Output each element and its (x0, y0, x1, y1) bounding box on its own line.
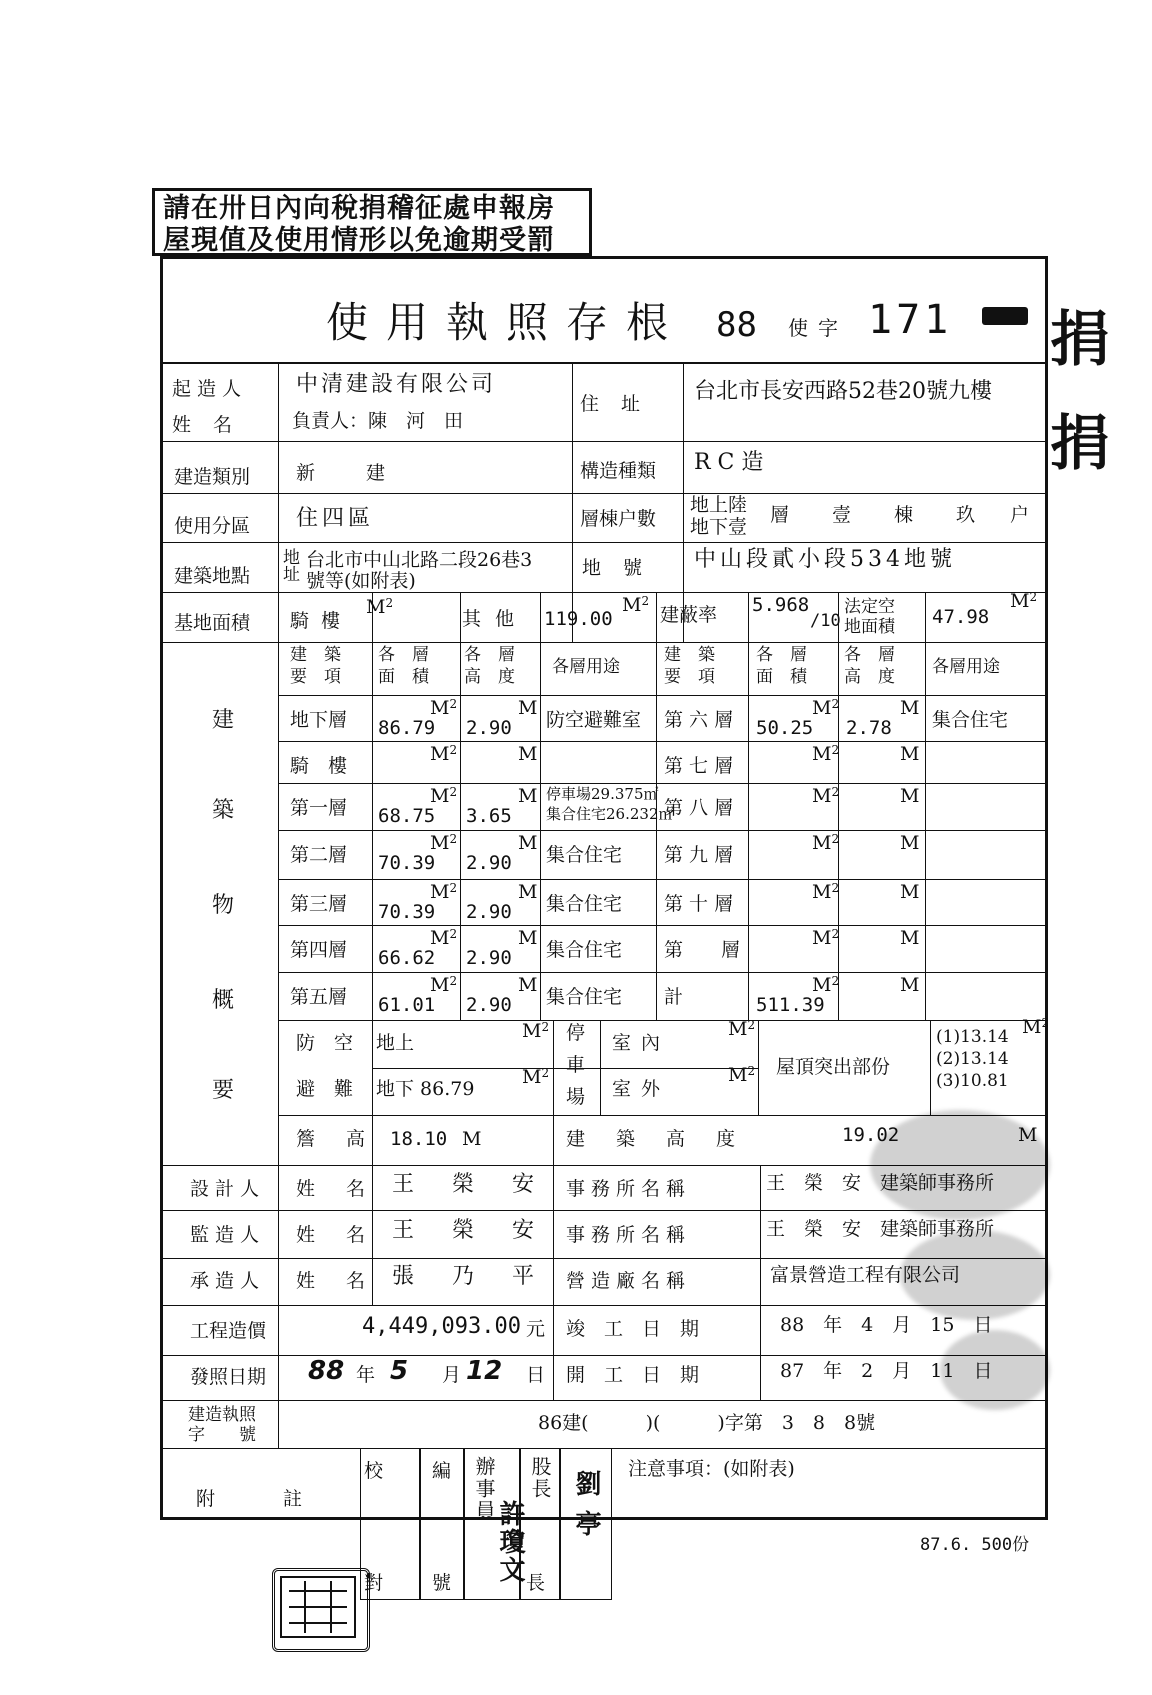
col-area-b: 面 積 (378, 667, 429, 687)
coverage-label: 建蔽率 (660, 604, 718, 626)
director-stamp-a: 劉 (571, 1470, 601, 1498)
left_rows-floor-use: 集合住宅 (546, 986, 623, 1008)
right_rows-floor-name: 第 七 層 (664, 755, 734, 777)
grid-line (572, 364, 573, 642)
left_rows-floor-height: 3.65 (466, 805, 512, 827)
cost-unit: 元 (526, 1318, 546, 1340)
grid-line (163, 493, 1045, 494)
zone-label: 使用分區 (174, 515, 251, 537)
permit-year: 88 (716, 305, 757, 345)
left_rows-floor-area: 66.62 (378, 947, 436, 969)
col-use-right: 各層用途 (932, 657, 1000, 677)
left_rows-floor-area-unit: $M^2$ (430, 832, 458, 854)
designer-name-label: 姓 名 (296, 1178, 372, 1200)
floors-label: 層棟户數 (580, 508, 657, 530)
eave-value: 18.10 (390, 1128, 448, 1150)
col-area-a-right: 各 層 (756, 645, 807, 665)
supervisor-office: 王 榮 安 建築師事務所 (766, 1218, 995, 1240)
left_rows-floor-height-unit: M (518, 927, 538, 949)
arcade-area-label: 騎樓 (290, 610, 353, 632)
seal-pattern-icon (275, 1571, 361, 1643)
proofread-label-a: 校 (364, 1460, 384, 1482)
left_rows-floor-height: 2.90 (466, 852, 512, 874)
director-stamp-b: 亭 (571, 1510, 601, 1538)
col-height-a: 各 層 (464, 645, 515, 665)
left_rows-floor-height-unit: M (518, 697, 538, 719)
overview-side-label-1: 建 (212, 708, 235, 733)
right_rows-floor-height-unit: M (900, 785, 920, 807)
supervisor-name: 王 榮 安 (392, 1218, 543, 1243)
grid-line (278, 783, 1045, 784)
shelter-above-unit: $M^2$ (522, 1020, 550, 1042)
grid-line (163, 642, 1045, 643)
print-run-note: 87.6. 500份 (920, 1535, 1030, 1555)
right_rows-floor-name: 第 九 層 (664, 844, 734, 866)
building-permit-label-b: 字 號 (188, 1425, 256, 1445)
construction-type-value: 新 建 (296, 462, 402, 484)
site-address-tag: 地址 (279, 548, 299, 582)
grid-line (930, 1020, 931, 1115)
left_rows-floor-area-unit: $M^2$ (430, 927, 458, 949)
left_rows-floor-area: 70.39 (378, 901, 436, 923)
open-space-label-1: 法定空 (844, 597, 895, 617)
left_rows-floor-name: 地下層 (290, 709, 348, 731)
right_rows-floor-area-unit: $M^2$ (812, 881, 840, 903)
parking-outdoor-label: 室外 (612, 1078, 671, 1100)
issue-month: 5 (390, 1356, 409, 1386)
grid-line (278, 972, 1045, 973)
roof-label: 屋頂突出部份 (776, 1056, 891, 1078)
eave-unit: M (462, 1128, 482, 1150)
right_rows-floor-area-unit: $M^2$ (812, 785, 840, 807)
form-title: 使用執照存根 (326, 298, 687, 347)
zone-value: 住四區 (296, 506, 375, 531)
parking-label-3: 場 (566, 1086, 586, 1108)
completion-date: 88 年 4 月 15 日 (780, 1314, 993, 1336)
start-date: 87 年 2 月 11 日 (780, 1360, 993, 1382)
grid-line (278, 364, 279, 1448)
left_rows-floor-name: 第一層 (290, 797, 348, 819)
cost-label: 工程造價 (190, 1320, 267, 1342)
right_rows-floor-height-unit: M (900, 832, 920, 854)
left_rows-floor-area: 70.39 (378, 852, 436, 874)
grid-line (372, 1165, 373, 1305)
arcade-area-unit: $M^2$ (366, 596, 394, 618)
right_rows-floor-area-unit: $M^2$ (812, 697, 840, 719)
left_rows-floor-area-unit: $M^2$ (430, 743, 458, 765)
grid-line (372, 592, 373, 1165)
left_rows-floor-height: 2.90 (466, 717, 512, 739)
owner-representative: 負責人：陳 河 田 (292, 410, 464, 432)
col-use: 各層用途 (552, 657, 620, 677)
contractor-firm: 富景營造工程有限公司 (770, 1264, 961, 1286)
below-ground-floors: 地下壹 (690, 516, 748, 538)
right_rows-floor-name: 第 層 (664, 939, 741, 961)
overview-side-label-4: 概 (212, 988, 235, 1013)
completion-date-label: 竣 工 日 期 (566, 1318, 700, 1340)
other-area-label: 其他 (462, 608, 529, 630)
building-unit: 棟 (894, 504, 914, 526)
grid-line (163, 441, 1045, 442)
tax-notice (152, 188, 592, 256)
left_rows-floor-use: 停車場29.375㎡ (546, 785, 659, 803)
grid-line (553, 1020, 554, 1115)
building-height-unit: M (1018, 1124, 1038, 1146)
numbering-label-a: 編 (432, 1460, 452, 1482)
left_rows-floor-area: 68.75 (378, 805, 436, 827)
section-chief-label-b: 長 (526, 1572, 546, 1594)
grid-line (925, 592, 926, 1020)
tax-notice-line-1: 請在卅日內向稅捐稽征處申報房 (163, 193, 555, 224)
owner-label-b: 姓名 (172, 414, 255, 436)
numbering-label-b: 號 (432, 1572, 452, 1594)
shelter-below: 地下 86.79 (376, 1078, 475, 1100)
shelter-label-b: 避 難 (296, 1078, 354, 1100)
designer-office-label: 事務所名稱 (566, 1178, 692, 1200)
left_rows-floor-height-unit: M (518, 974, 538, 996)
left_rows-floor-name: 第三層 (290, 893, 348, 915)
issue-year: 88 (308, 1356, 345, 1386)
right_rows-floor-area-unit: $M^2$ (812, 927, 840, 949)
grid-line (163, 1305, 1045, 1306)
eave-label: 簷 高 (296, 1128, 372, 1150)
owner-label-a: 起造人 (172, 378, 248, 400)
grid-line (278, 830, 1045, 831)
grid-line (278, 695, 1045, 696)
owner-company: 中清建設有限公司 (296, 372, 497, 397)
building-permit-label-a: 建造執照 (188, 1405, 256, 1425)
owner-address: 台北市長安西路52巷20號九樓 (694, 379, 992, 404)
grid-line (163, 1355, 1045, 1356)
shelter-below-unit: $M^2$ (522, 1066, 550, 1088)
right_rows-floor-height-unit: M (900, 881, 920, 903)
parking-indoor-label: 室內 (612, 1032, 671, 1054)
grid-line (163, 542, 1045, 543)
right_rows-floor-height-unit: M (900, 697, 920, 719)
scan-smudge (940, 1330, 1050, 1410)
col-height-a-right: 各 層 (844, 645, 895, 665)
structure-value: R C 造 (694, 450, 764, 475)
left_rows-floor-use-2: 集合住宅26.232㎡ (546, 805, 674, 823)
grid-line (553, 1115, 554, 1400)
right_rows-floor-name: 第 六 層 (664, 709, 734, 731)
remarks-note: 注意事項：(如附表) (628, 1458, 795, 1480)
issue-day-unit: 日 (526, 1364, 546, 1386)
site-area-label: 基地面積 (174, 612, 251, 634)
grid-line (460, 592, 461, 1020)
building-count: 壹 (832, 504, 852, 526)
unit-unit: 户 (1010, 504, 1030, 526)
shelter-above: 地上 (376, 1032, 415, 1054)
issue-year-unit: 年 (356, 1364, 376, 1386)
grid-line (600, 1020, 601, 1115)
roof-unit: $M^2$ (1022, 1016, 1050, 1038)
designer-label: 設計人 (190, 1178, 266, 1200)
right_rows-floor-area-unit: $M^2$ (812, 832, 840, 854)
floors-unit: 層 (770, 504, 790, 526)
permit-number: 171 (868, 297, 953, 343)
left_rows-floor-area-unit: $M^2$ (430, 697, 458, 719)
right_rows-floor-use: 集合住宅 (932, 709, 1009, 731)
col-item-a-right: 建 築 (664, 645, 715, 665)
official-seal-icon (272, 1568, 370, 1652)
clerk-label: 辦事員 (472, 1456, 496, 1522)
roof-value-3: (3)10.81 (936, 1071, 1009, 1091)
left_rows-floor-height-unit: M (518, 743, 538, 765)
open-space-unit: $M^2$ (1010, 590, 1038, 612)
clerk-name: 許瓊文 (495, 1500, 525, 1584)
site-address-line-1: 台北市中山北路二段26巷3 (306, 549, 533, 571)
left_rows-floor-height-unit: M (518, 881, 538, 903)
issue-month-unit: 月 (442, 1364, 462, 1386)
building-permit-value: 86建( )( )字第 3 8 8號 (538, 1412, 876, 1434)
contractor-label: 承造人 (190, 1270, 266, 1292)
construction-type-label: 建造類別 (174, 466, 251, 488)
col-item-b-right: 要 項 (664, 667, 715, 687)
col-area-b-right: 面 積 (756, 667, 807, 687)
left_rows-floor-height: 2.90 (466, 947, 512, 969)
parking-label-2: 車 (566, 1054, 586, 1076)
col-area-a: 各 層 (378, 645, 429, 665)
right_rows-floor-height-unit: M (900, 974, 920, 996)
left_rows-floor-name: 第五層 (290, 986, 348, 1008)
left_rows-floor-height-unit: M (518, 785, 538, 807)
issue-date-label: 發照日期 (190, 1366, 267, 1388)
left_rows-floor-area-unit: $M^2$ (430, 881, 458, 903)
roof-value-1: (1)13.14 (936, 1027, 1009, 1047)
building-height-label: 建 築 高 度 (566, 1128, 742, 1150)
site-address-line-2: 號等(如附表) (306, 570, 416, 592)
left_rows-floor-use: 集合住宅 (546, 844, 623, 866)
start-date-label: 開 工 日 期 (566, 1364, 700, 1386)
left_rows-floor-use: 集合住宅 (546, 893, 623, 915)
contractor-name-label: 姓 名 (296, 1270, 372, 1292)
overview-side-label-5: 要 (212, 1078, 235, 1103)
issue-day: 12 (466, 1356, 503, 1386)
right_rows-floor-area-unit: $M^2$ (812, 743, 840, 765)
parking-indoor-unit: $M^2$ (728, 1018, 756, 1040)
side-stamp-char-1: 捐 (1050, 305, 1110, 375)
structure-label: 構造種類 (580, 460, 657, 482)
col-height-b: 高 度 (464, 667, 515, 687)
right_rows-floor-name: 第 八 層 (664, 797, 734, 819)
parking-label-1: 停 (566, 1022, 586, 1044)
right_rows-floor-name: 計 (664, 986, 684, 1008)
supervisor-name-label: 姓 名 (296, 1224, 372, 1246)
right_rows-floor-name: 第 十 層 (664, 893, 734, 915)
shelter-label-a: 防 空 (296, 1032, 354, 1054)
designer-office: 王 榮 安 建築師事務所 (766, 1172, 995, 1194)
left_rows-floor-area-unit: $M^2$ (430, 785, 458, 807)
tax-notice-line-2: 屋現值及使用情形以免逾期受罰 (163, 225, 555, 256)
right_rows-floor-height-unit: M (900, 927, 920, 949)
scan-smudge (870, 1110, 1050, 1220)
right_rows-floor-height: 2.78 (846, 717, 892, 739)
grid-line (278, 879, 1045, 880)
address-label: 住址 (580, 393, 663, 415)
grid-line (163, 1400, 1045, 1401)
col-height-b-right: 高 度 (844, 667, 895, 687)
stamp-mark-icon (982, 307, 1028, 325)
grid-line (163, 592, 1045, 593)
site-label: 建築地點 (174, 565, 251, 587)
right_rows-floor-height-unit: M (900, 743, 920, 765)
left_rows-floor-name: 第四層 (290, 939, 348, 961)
grid-line (278, 925, 1045, 926)
coverage-value: 5.968 (752, 594, 810, 616)
left_rows-floor-use: 防空避難室 (546, 709, 642, 731)
grid-line (683, 364, 684, 642)
other-area-unit: $M^2$ (622, 594, 650, 616)
scan-smudge (900, 1230, 1050, 1320)
left_rows-floor-height-unit: M (518, 832, 538, 854)
left_rows-floor-area-unit: $M^2$ (430, 974, 458, 996)
unit-count: 玖 (956, 504, 976, 526)
overview-side-label-2: 築 (212, 798, 235, 823)
open-space-value: 47.98 (932, 606, 990, 628)
remarks-label: 附 註 (196, 1488, 313, 1510)
left_rows-floor-area: 86.79 (378, 717, 436, 739)
parking-outdoor-unit: $M^2$ (728, 1064, 756, 1086)
grid-line (278, 741, 1045, 742)
overview-side-label-3: 物 (212, 893, 235, 918)
left_rows-floor-name: 第二層 (290, 844, 348, 866)
supervisor-office-label: 事務所名稱 (566, 1224, 692, 1246)
side-stamp-char-2: 捐 (1050, 409, 1110, 479)
right_rows-floor-area-unit: $M^2$ (812, 974, 840, 996)
lot-label: 地號 (582, 557, 665, 579)
left_rows-floor-use: 集合住宅 (546, 939, 623, 961)
left_rows-floor-area: 61.01 (378, 994, 436, 1016)
col-item-b: 要 項 (290, 667, 341, 687)
left_rows-floor-height: 2.90 (466, 901, 512, 923)
above-ground-floors: 地上陸 (690, 494, 748, 516)
right_rows-floor-area: 50.25 (756, 717, 814, 739)
section-chief-label: 股長 (528, 1456, 552, 1500)
open-space-label-2: 地面積 (844, 617, 895, 637)
designer-name: 王 榮 安 (392, 1172, 543, 1197)
contractor-firm-label: 營造廠名稱 (566, 1270, 692, 1292)
grid-line (748, 592, 749, 1020)
col-item-a: 建 築 (290, 645, 341, 665)
coverage-denominator: /10 (810, 611, 841, 631)
grid-line (540, 592, 541, 1020)
grid-line (758, 1020, 759, 1115)
right_rows-floor-area: 511.39 (756, 994, 825, 1016)
contractor-name: 張 乃 平 (392, 1264, 543, 1289)
left_rows-floor-height: 2.90 (466, 994, 512, 1016)
proofread-label-b: 對 (364, 1572, 384, 1594)
supervisor-label: 監造人 (190, 1224, 266, 1246)
grid-line (760, 1165, 761, 1400)
building-height-value: 19.02 (842, 1124, 900, 1146)
lot-value: 中山段貳小段534地號 (694, 547, 956, 572)
permit-char: 使字 (788, 316, 848, 340)
other-area-value: 119.00 (544, 608, 613, 630)
roof-value-2: (2)13.14 (936, 1049, 1009, 1069)
left_rows-floor-name: 騎 樓 (290, 755, 348, 777)
cost-value: 4,449,093.00 (362, 1314, 521, 1339)
